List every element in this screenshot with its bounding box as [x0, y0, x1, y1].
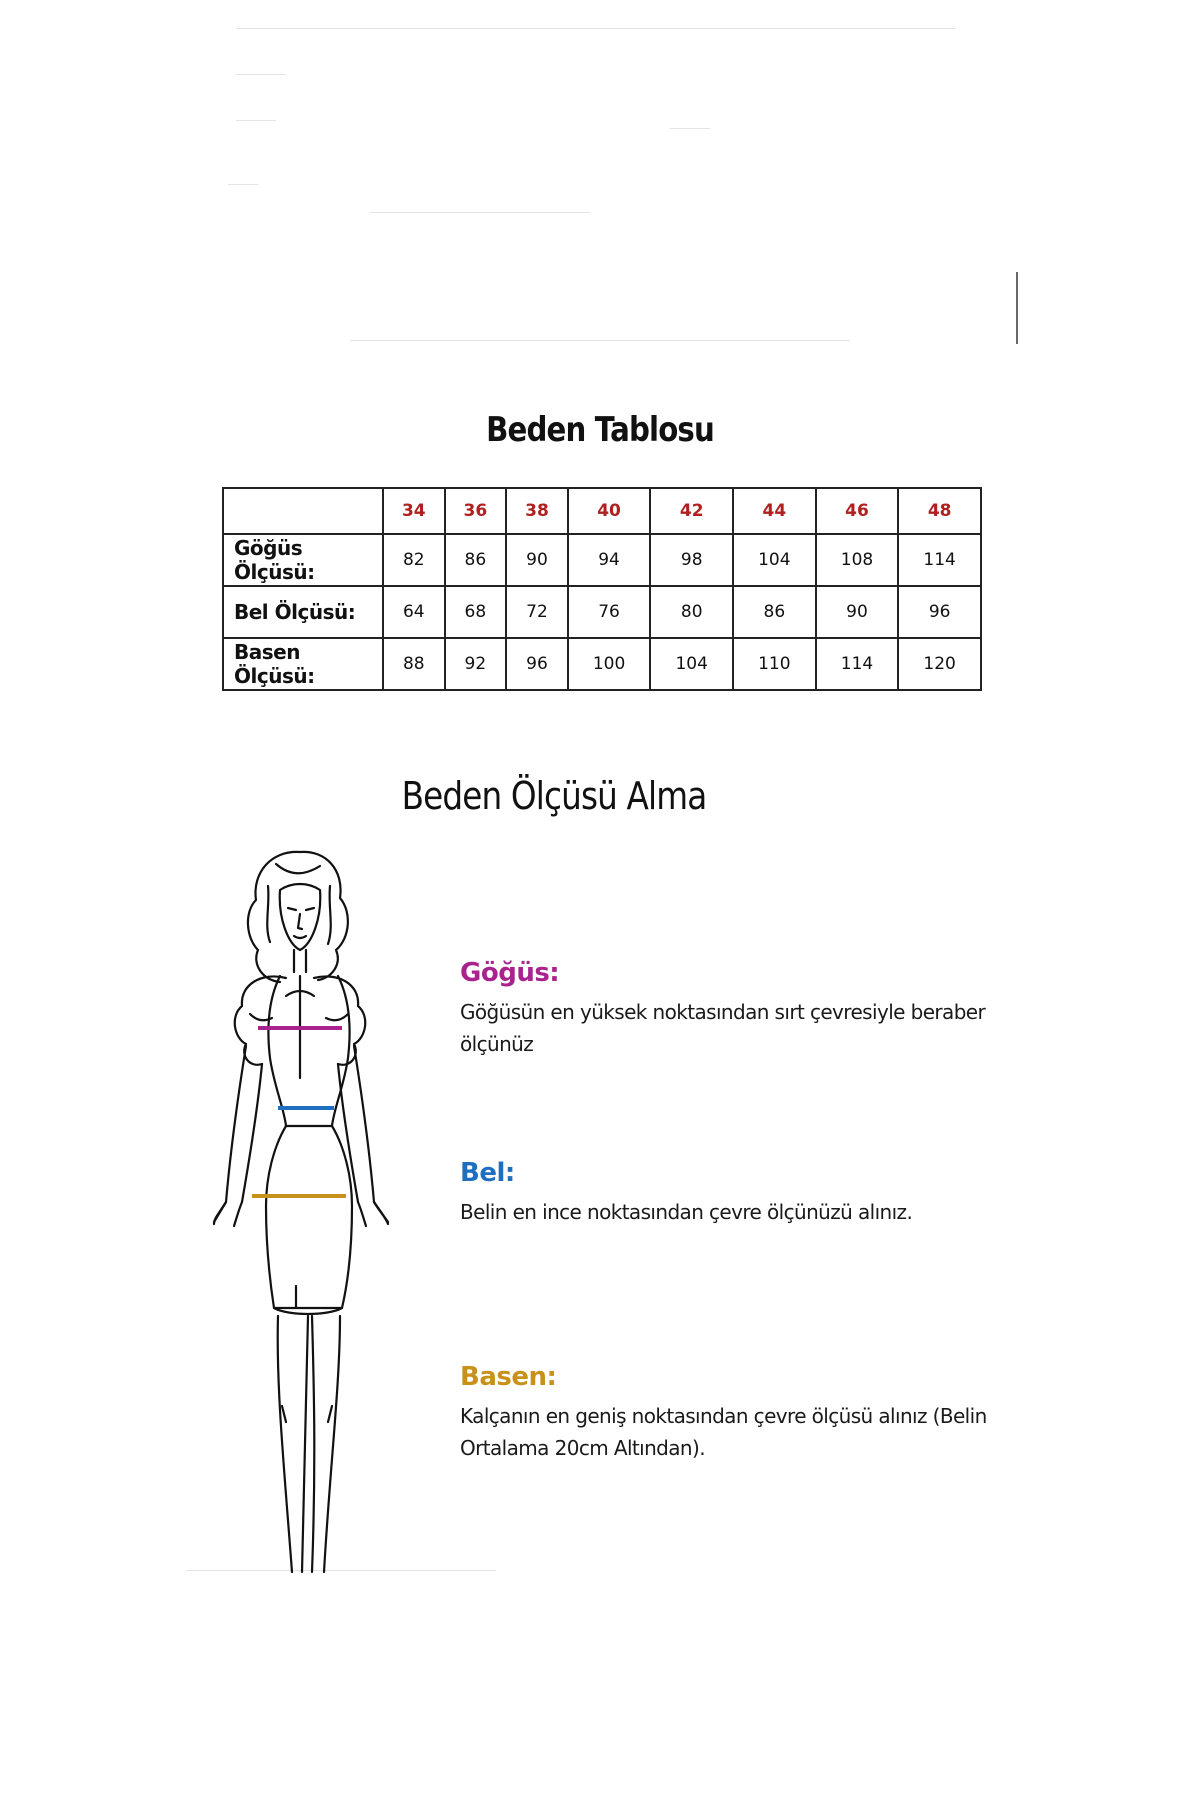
table-cell: 72: [506, 586, 568, 638]
table-cell: 100: [568, 638, 651, 690]
table-row: [223, 638, 981, 690]
table-cell: 104: [650, 638, 733, 690]
chest-text: Göğüsün en yüksek noktasından sırt çevresiyle beraber ölçünüz: [460, 1000, 986, 1056]
table-cell: 64: [383, 586, 445, 638]
waist-label: Bel:: [460, 1158, 515, 1188]
table-cell: 120: [898, 638, 981, 690]
waist-text: Belin en ince noktasından çevre ölçünüzü alınız.: [460, 1200, 913, 1224]
row-label-hip: Basen Ölçüsü:: [223, 638, 383, 690]
waist-description: [460, 1158, 1060, 1228]
size-header: 38: [506, 488, 568, 534]
row-label-chest: Göğüs Ölçüsü:: [223, 534, 383, 586]
table-cell: 104: [733, 534, 816, 586]
row-label-waist: Bel Ölçüsü:: [223, 586, 383, 638]
table-cell: 76: [568, 586, 651, 638]
size-table: [222, 487, 982, 691]
hip-description: [460, 1362, 1020, 1464]
size-header: 48: [898, 488, 981, 534]
table-cell: 108: [816, 534, 899, 586]
table-cell: 110: [733, 638, 816, 690]
table-cell: 92: [445, 638, 507, 690]
table-cell: 96: [506, 638, 568, 690]
size-chart-title: Beden Tablosu: [486, 410, 714, 450]
table-cell: 94: [568, 534, 651, 586]
table-cell: 82: [383, 534, 445, 586]
table-cell: 96: [898, 586, 981, 638]
hip-label: Basen:: [460, 1362, 557, 1392]
size-header: 36: [445, 488, 507, 534]
measuring-title: Beden Ölçüsü Alma: [401, 774, 707, 818]
table-cell: 86: [733, 586, 816, 638]
size-header: 46: [816, 488, 899, 534]
hip-text: Kalçanın en geniş noktasından çevre ölçüsü alınız (Belin Ortalama 20cm Altından).: [460, 1404, 987, 1460]
vertical-scan-line: [1016, 272, 1018, 344]
size-header: 42: [650, 488, 733, 534]
table-cell: 114: [898, 534, 981, 586]
header-empty-cell: [223, 488, 383, 534]
table-cell: 98: [650, 534, 733, 586]
table-cell: 86: [445, 534, 507, 586]
chest-label: Göğüs:: [460, 958, 560, 988]
size-header: 44: [733, 488, 816, 534]
size-header: 40: [568, 488, 651, 534]
table-cell: 114: [816, 638, 899, 690]
size-header-row: [223, 488, 981, 534]
table-cell: 68: [445, 586, 507, 638]
table-cell: 80: [650, 586, 733, 638]
table-cell: 90: [816, 586, 899, 638]
table-cell: 90: [506, 534, 568, 586]
woman-figure-icon: [200, 846, 420, 1574]
table-cell: 88: [383, 638, 445, 690]
table-row: [223, 534, 981, 586]
table-row: [223, 586, 981, 638]
size-header: 34: [383, 488, 445, 534]
chest-description: [460, 958, 1060, 1060]
